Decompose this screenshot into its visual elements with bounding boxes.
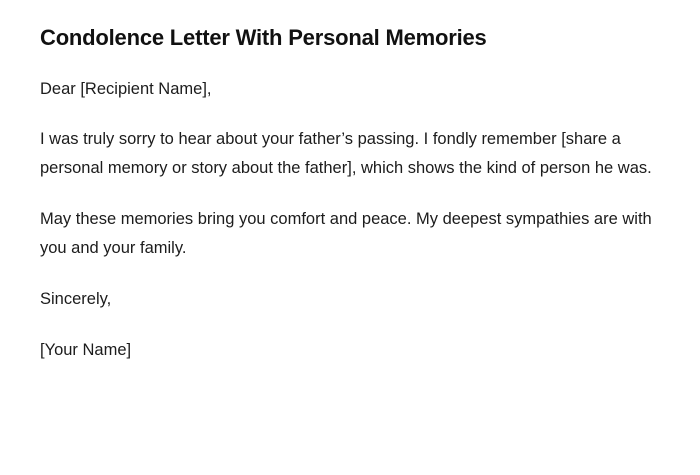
signature-paragraph: [Your Name]	[40, 340, 132, 359]
page-title: Condolence Letter With Personal Memories	[40, 25, 487, 50]
body-paragraph-1: I was truly sorry to hear about your father’s passing. I fondly remember [share a personal memory or story about the father], which shows the kind of person he was.	[40, 130, 652, 178]
body-paragraph-2: May these memories bring you comfort and peace. My deepest sympathies are with you and your family.	[40, 210, 652, 258]
salutation-paragraph: Dear [Recipient Name],	[40, 79, 212, 98]
closing-paragraph: Sincerely,	[40, 289, 112, 308]
